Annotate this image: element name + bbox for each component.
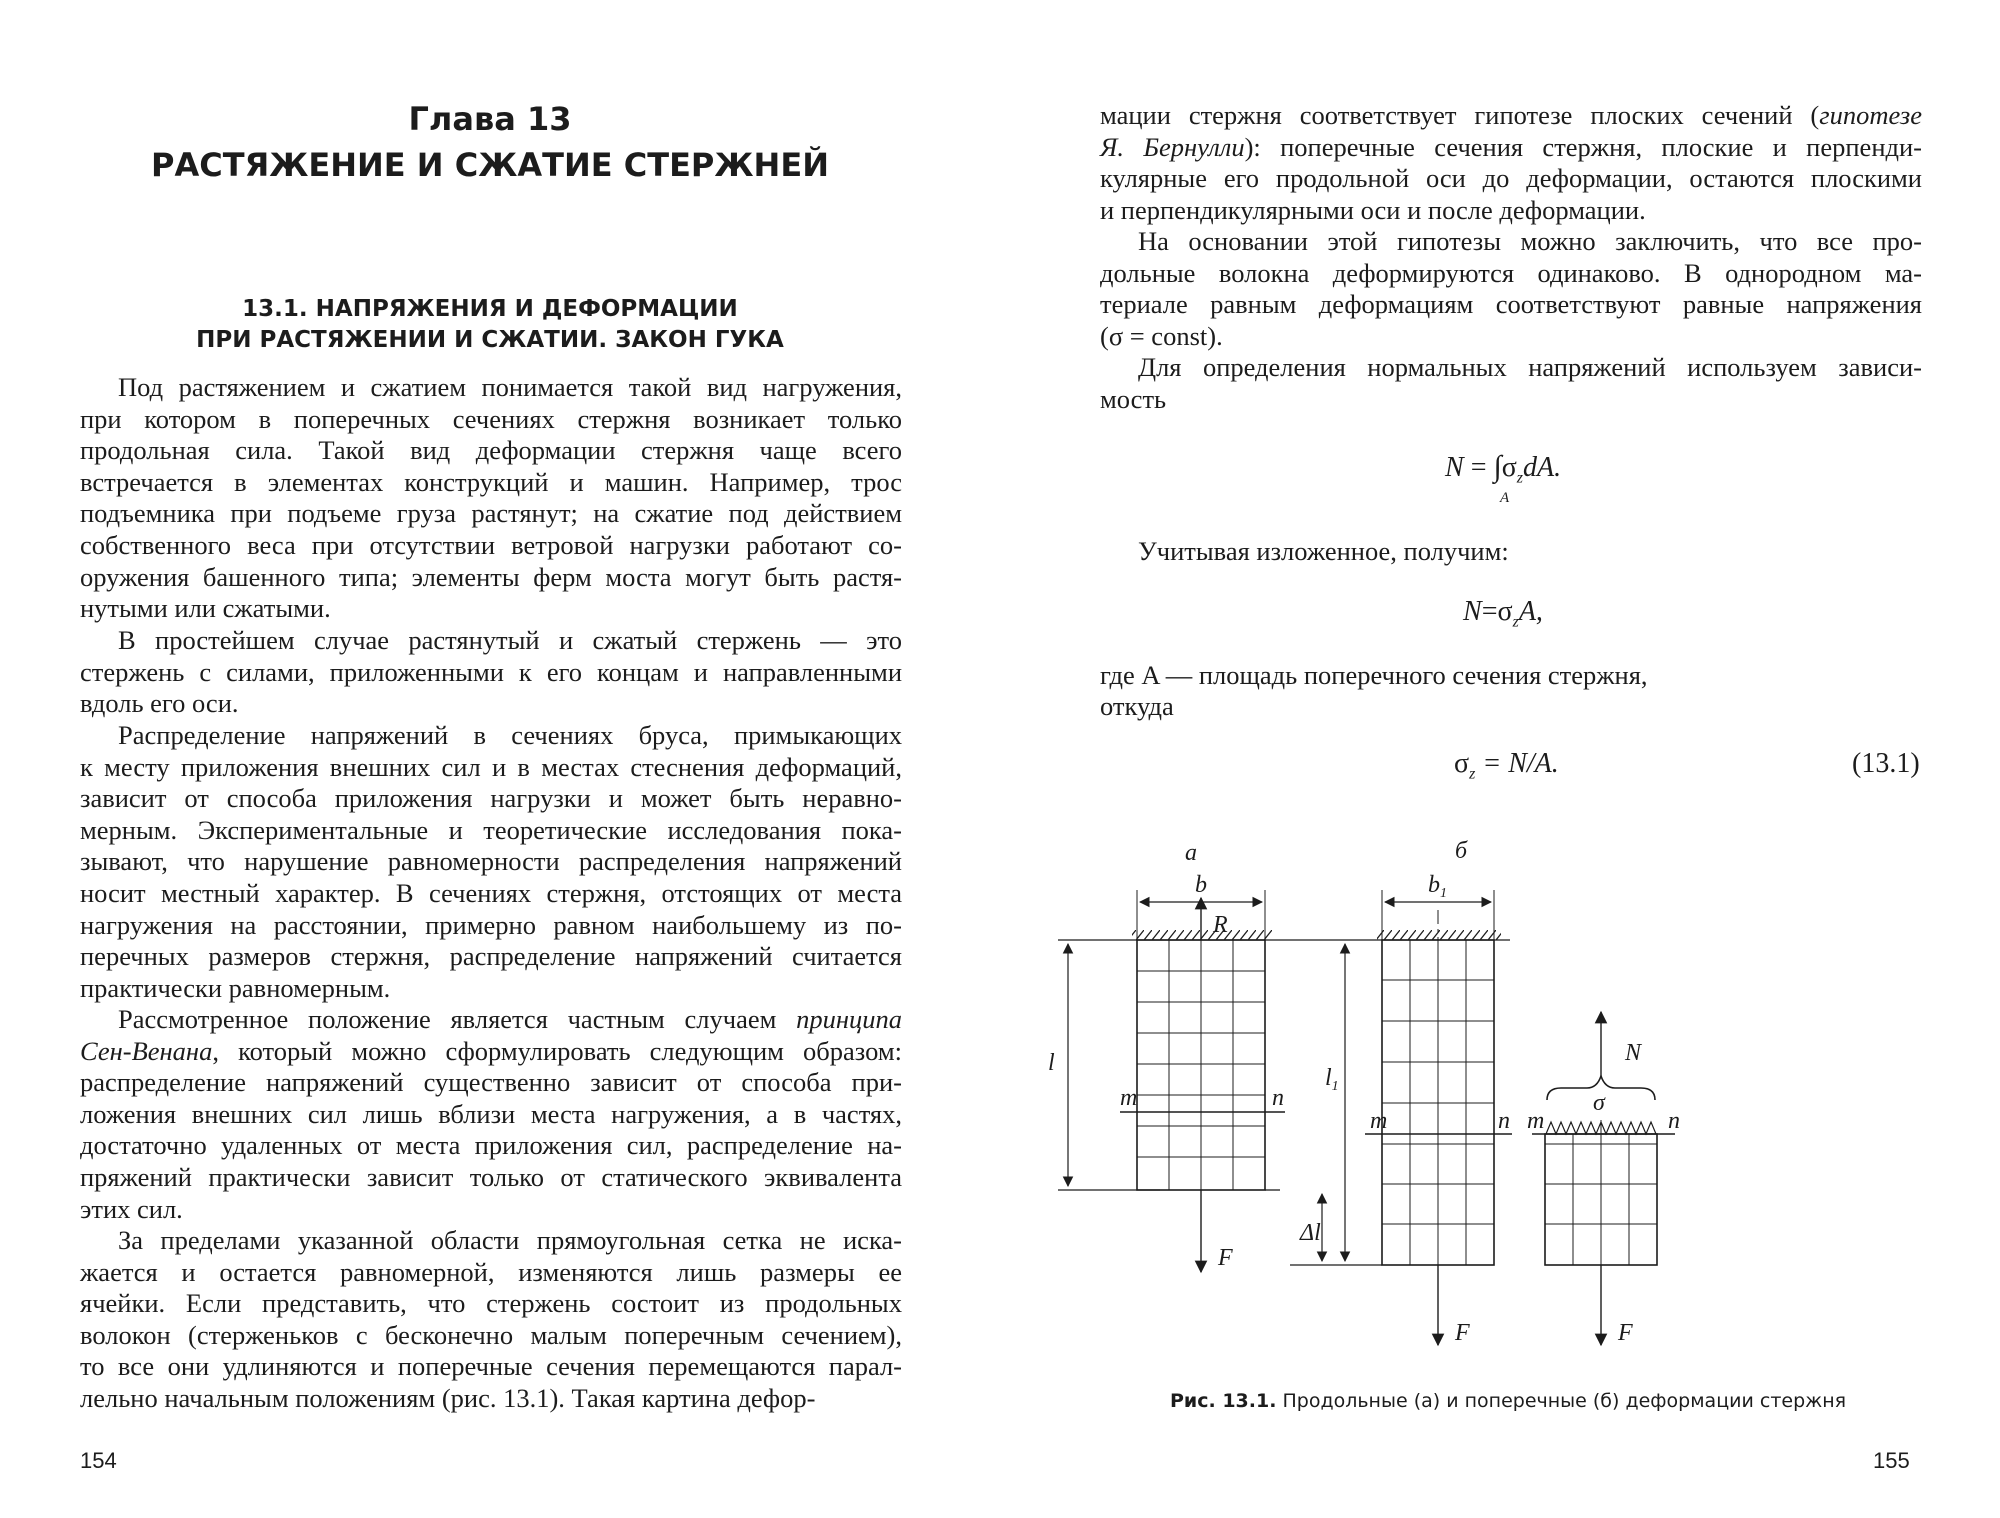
label-m1: m — [1120, 1085, 1138, 1111]
page-number-left: 154 — [80, 1448, 117, 1473]
paragraph-1 — [80, 372, 902, 625]
paragraph-4 — [80, 1004, 902, 1225]
dim-b1-label: $b_1$ — [1428, 872, 1447, 901]
support-b — [1377, 930, 1501, 940]
section-title-line2: ПРИ РАСТЯЖЕНИИ И СЖАТИИ. ЗАКОН ГУКА — [196, 327, 784, 353]
text-line: За пределами указанной области прямоугольная сетка не иска- — [118, 1225, 902, 1255]
fig-label-b: б — [1455, 838, 1468, 864]
text-line: встречается в элементах конструкций и машин. Например, трос — [80, 466, 902, 497]
label-N: N — [1625, 1040, 1642, 1066]
text-line: (σ = const). — [1100, 320, 1223, 351]
figure-caption: Рис. 13.1. Продольные (а) и поперечные (б) деформации стержня — [1170, 1390, 1847, 1412]
text-line: мость — [1100, 383, 1167, 414]
label-R: R — [1213, 912, 1228, 938]
text-line: зависит от способа приложения нагрузки и может быть неравно- — [80, 783, 902, 814]
text-line: то все они удлиняются и поперечные сечения перемещаются парал- — [80, 1351, 902, 1382]
label-sigma: σ — [1593, 1090, 1605, 1116]
right-page — [1000, 0, 2000, 1518]
formula-force: $N=\sigma_zA$, — [1463, 596, 1543, 631]
p4-line-2: Сен-Венана, который можно сформулировать следующим образом: — [80, 1035, 902, 1066]
text-line: перечных размеров стержня, распределение напряжений считается — [80, 941, 902, 972]
text-line: пряжений практически зависит только от статического эквивалента — [80, 1161, 902, 1192]
formula-integral: $N = \int\sigma_zdA$. — [1445, 450, 1562, 487]
paragraph-5 — [80, 1225, 902, 1415]
label-l1: $l_1$ — [1325, 1065, 1339, 1094]
text-line: волокон (стерженьков с бесконечно малым поперечным сечением), — [80, 1319, 902, 1350]
label-n2: n — [1498, 1108, 1510, 1134]
text-line: стержень с силами, приложенными к его концам и направленными — [80, 656, 902, 687]
formula-integral-limit: A — [1500, 490, 1510, 506]
r-paragraph-3 — [1100, 352, 1922, 415]
text-line: нагружения на расстоянии, примерно равном наибольшему из по- — [80, 909, 902, 940]
r-paragraph-1 — [1100, 100, 1922, 226]
page-number-right: 155 — [1873, 1448, 1910, 1473]
text-line: к месту приложения внешних сил и в местах стеснения деформаций, — [80, 751, 902, 782]
text-line: дольные волокна деформируются одинаково. В однородном ма- — [1100, 257, 1922, 288]
text-line: Для определения нормальных напряжений используем зависи- — [1138, 352, 1922, 382]
text-line: распределение напряжений существенно зависит от способа при- — [80, 1067, 902, 1098]
label-F3: F — [1618, 1320, 1633, 1346]
text-line: ложения внешних сил лишь вблизи места нагружения, а в частях, — [80, 1098, 902, 1129]
chapter-number: Глава 13 — [408, 100, 572, 138]
section-title-line1: 13.1. НАПРЯЖЕНИЯ И ДЕФОРМАЦИИ — [242, 296, 738, 322]
text-line: Под растяжением и сжатием понимается такой вид нагружения, — [118, 372, 902, 402]
figure-13-1 — [1000, 820, 2000, 1420]
label-n3: n — [1668, 1108, 1680, 1134]
text-line: подъемника при подъеме груза растянут; на сжатие под действием — [80, 498, 902, 529]
text-line: В простейшем случае растянутый и сжатый стержень — это — [118, 625, 902, 655]
support-a — [1132, 930, 1272, 940]
text-line: Распределение напряжений в сечениях бруса, примыкающих — [118, 720, 902, 750]
text-line: носит местный характер. В сечениях стержня, отстоящих от места — [80, 877, 902, 908]
chapter-title: РАСТЯЖЕНИЕ И СЖАТИЕ СТЕРЖНЕЙ — [151, 146, 829, 184]
label-m2: m — [1370, 1108, 1388, 1134]
text-line: и перпендикулярными оси и после деформации. — [1100, 194, 1646, 225]
text-line: На основании этой гипотезы можно заключить, что все про- — [1138, 226, 1922, 256]
label-F1: F — [1218, 1245, 1233, 1271]
label-m3: m — [1527, 1108, 1545, 1134]
text-line: мерным. Экспериментальные и теоретические исследования пока- — [80, 814, 902, 845]
label-n1: n — [1272, 1085, 1284, 1111]
text-taking-into-account: Учитывая изложенное, получим: — [1138, 536, 1509, 566]
equation-number: (13.1) — [1852, 748, 1920, 779]
text-whence: откуда — [1100, 691, 1174, 721]
fig-label-a: а — [1185, 840, 1197, 866]
text-line: лельно начальным положениям (рис. 13.1). Такая картина дефор- — [80, 1382, 816, 1413]
text-line: ячейки. Если представить, что стержень состоит из продольных — [80, 1288, 902, 1319]
formula-stress: $\sigma_z = N/A$. — [1454, 748, 1559, 783]
text-line: этих сил. — [80, 1193, 183, 1224]
text-line: практически равномерным. — [80, 972, 391, 1003]
text-where: где A — площадь поперечного сечения стержня, — [1100, 660, 1648, 690]
text-line: оружения башенного типа; элементы ферм моста могут быть растя- — [80, 561, 902, 592]
label-delta-l: Δl — [1300, 1220, 1321, 1246]
text-line: кулярные его продольной оси до деформации, остаются плоскими — [1100, 163, 1922, 194]
text-line: собственного веса при отсутствии ветровой нагрузки работают со- — [80, 529, 902, 560]
text-line: вдоль его оси. — [80, 688, 239, 719]
paragraph-2 — [80, 625, 902, 720]
text-line: териале равным деформациям соответствуют равные напряжения — [1100, 289, 1922, 320]
r-paragraph-2 — [1100, 226, 1922, 352]
p4-line-1: Рассмотренное положение является частным случаем принципа — [118, 1004, 902, 1034]
text-line: нутыми или сжатыми. — [80, 593, 331, 624]
dim-b-label: b — [1195, 872, 1207, 898]
text-line: продольная сила. Такой вид деформации стержня чаще всего — [80, 435, 902, 466]
rp1-line-1: мации стержня соответствует гипотезе плоских сечений (гипотезе — [1100, 100, 1922, 130]
text-line: жается и остается равномерной, изменяются лишь размеры ее — [80, 1256, 902, 1287]
label-l: l — [1048, 1050, 1055, 1076]
text-line: зывают, что нарушение равномерности распределения напряжений — [80, 846, 902, 877]
text-line: достаточно удаленных от места приложения сил, распределение на- — [80, 1130, 902, 1161]
label-F2: F — [1455, 1320, 1470, 1346]
rp1-line-2: Я. Бернулли): поперечные сечения стержня, плоские и перпенди- — [1100, 131, 1922, 162]
paragraph-3 — [80, 720, 902, 1004]
text-line: при котором в поперечных сечениях стержня возникает только — [80, 403, 902, 434]
